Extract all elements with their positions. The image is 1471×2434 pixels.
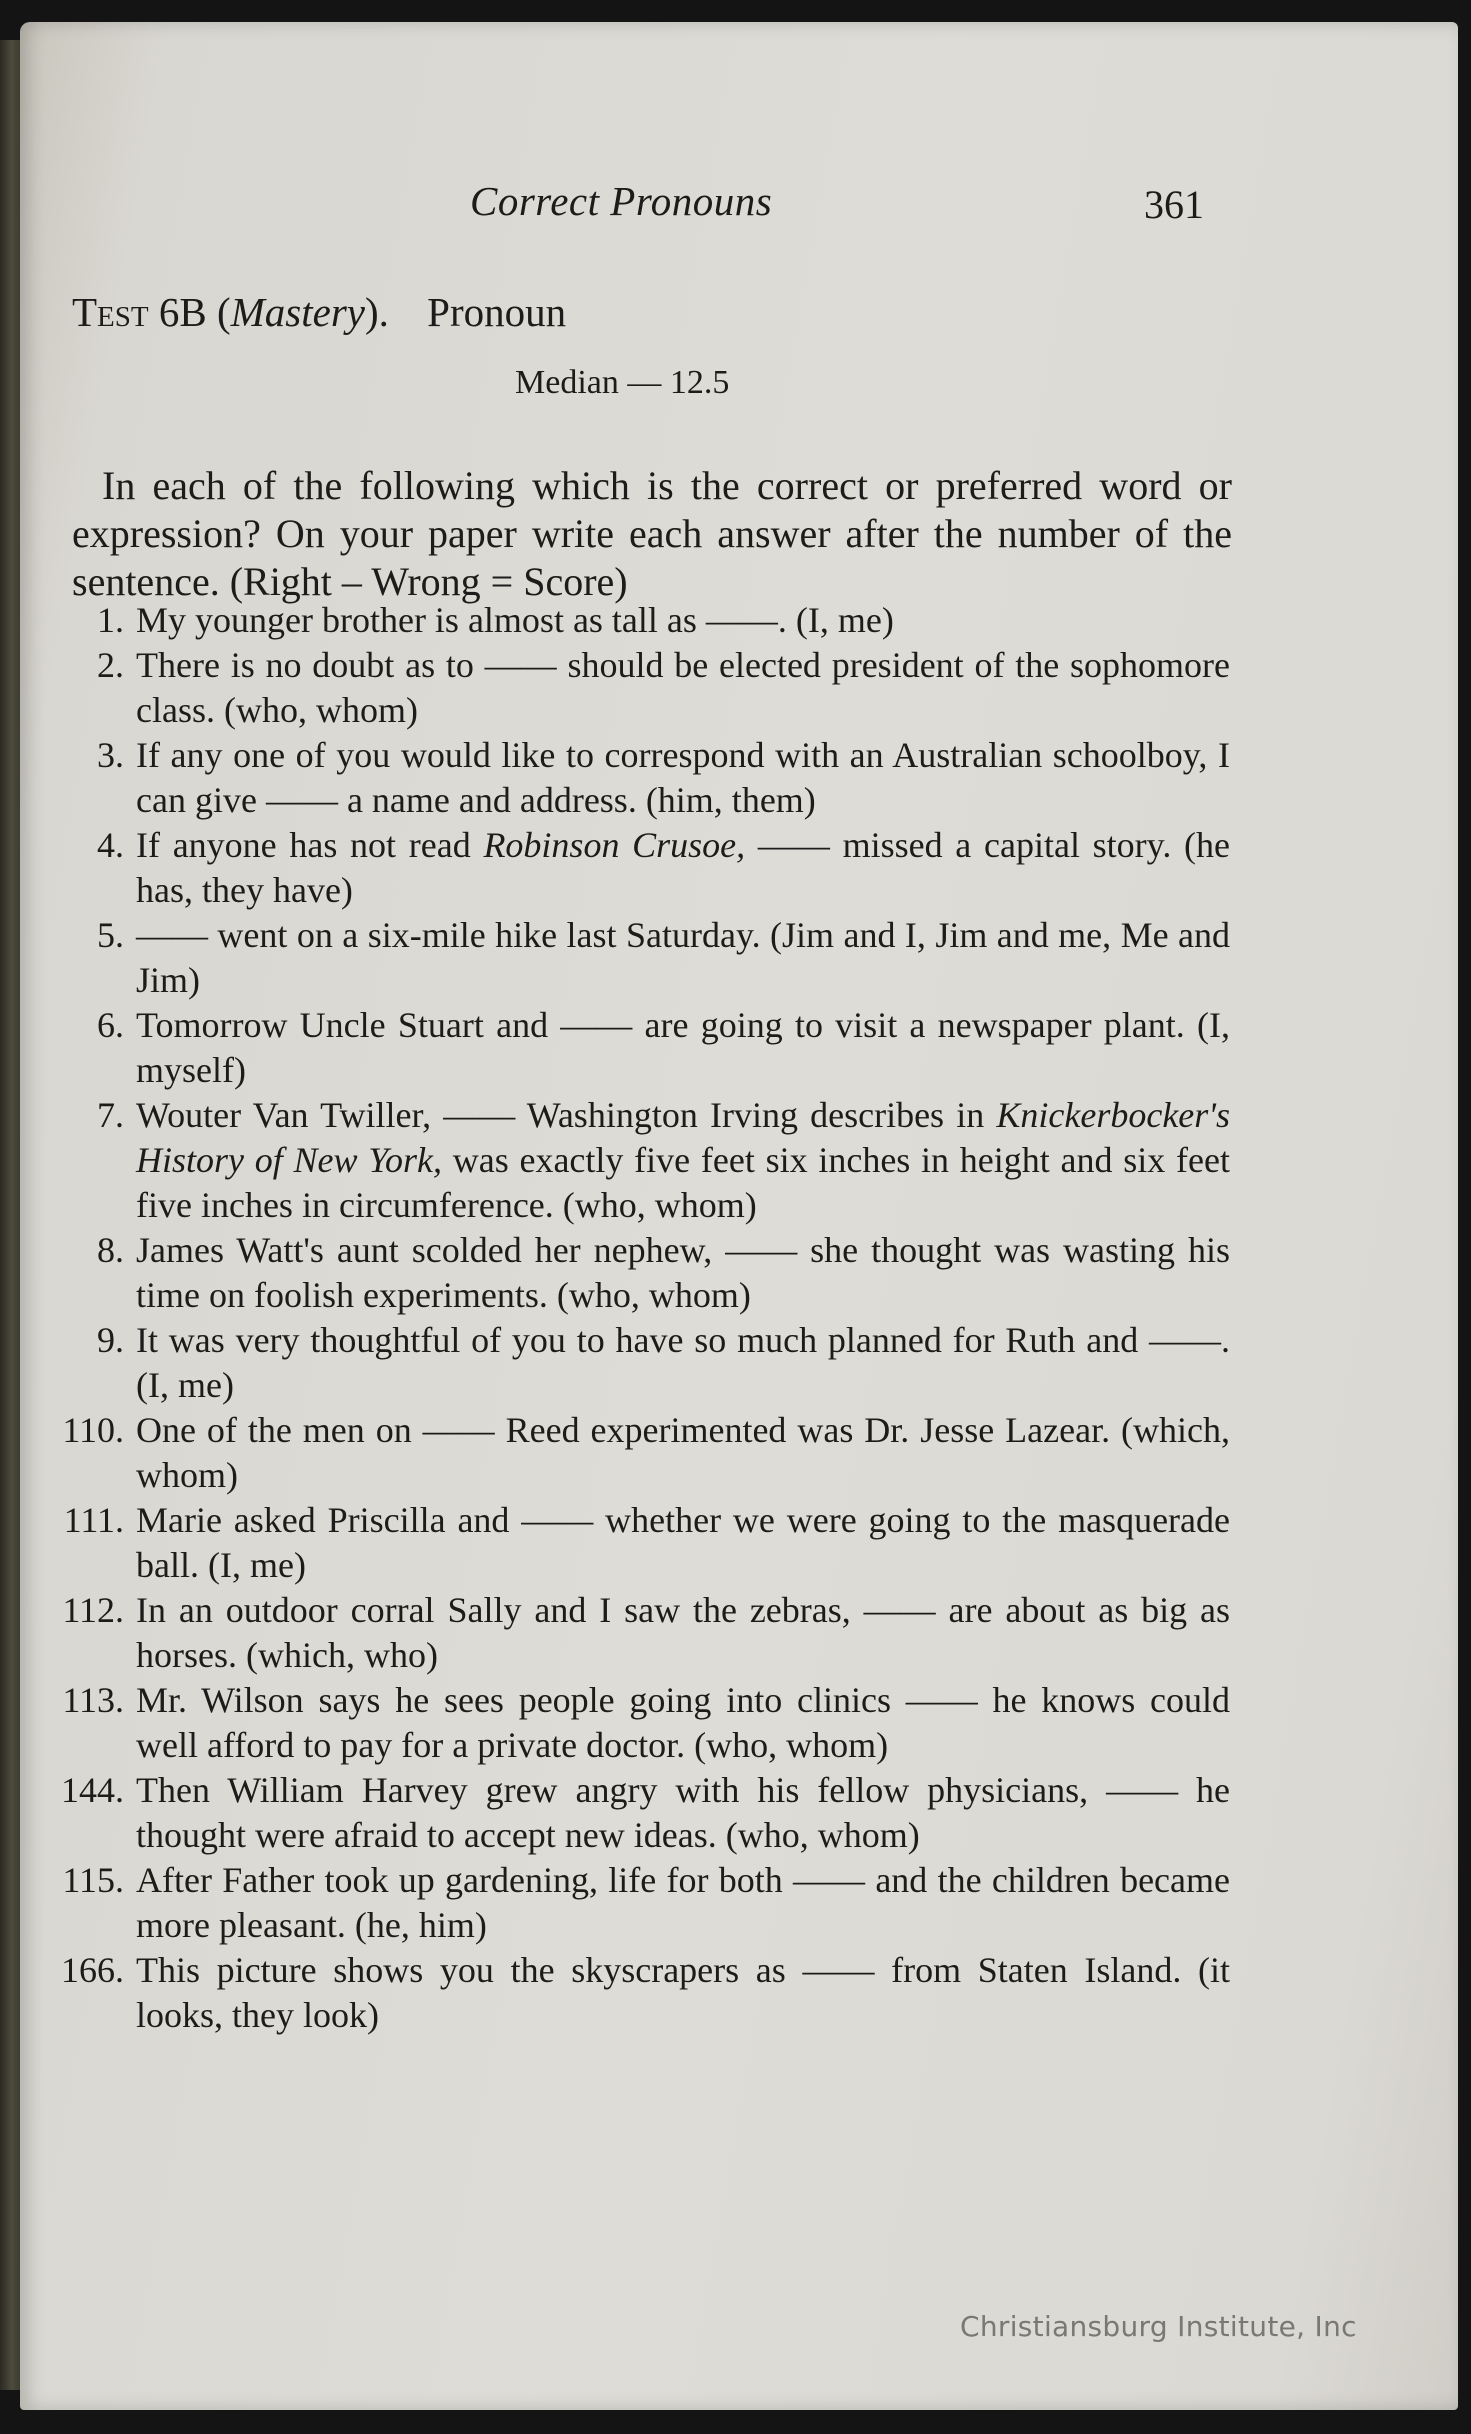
question-item: [50, 598, 1230, 643]
test-qualifier: Mastery: [230, 289, 365, 335]
question-text: Marie asked Priscilla and —— whether we were going to the masquerade ball. (I, me): [136, 1500, 1230, 1585]
question-text: If any one of you would like to correspond with an Australian schoolboy, I can give —— a name and address. (him, them): [136, 735, 1230, 820]
question-number: 6.: [97, 1005, 124, 1045]
question-number: 8.: [97, 1230, 124, 1270]
question-text-before: Wouter Van Twiller, —— Washington Irving describes in: [136, 1095, 997, 1135]
question-text: There is no doubt as to —— should be elected president of the sophomore class. (who, whom): [136, 645, 1230, 730]
question-text: It was very thoughtful of you to have so much planned for Ruth and ——. (I, me): [136, 1320, 1230, 1405]
question-item: [50, 1093, 1230, 1228]
question-number: 1.: [97, 600, 124, 640]
question-item: [50, 733, 1230, 823]
question-text: Mr. Wilson says he sees people going into clinics —— he knows could well afford to pay for a private doctor. (who, whom): [136, 1680, 1230, 1765]
question-number: 144.: [61, 1770, 124, 1810]
question-item: [50, 1588, 1230, 1678]
question-item: [50, 913, 1230, 1003]
question-item: [50, 1948, 1230, 2038]
question-item: [50, 823, 1230, 913]
question-number: 166.: [61, 1950, 124, 1990]
book-title: Robinson Crusoe,: [483, 825, 746, 865]
question-number: 7.: [97, 1095, 124, 1135]
question-text: My younger brother is almost as tall as ——. (I, me): [136, 600, 894, 640]
question-text: One of the men on —— Reed experimented was Dr. Jesse Lazear. (which, whom): [136, 1410, 1230, 1495]
question-text-after: —— missed a capital story. (he has, they have): [136, 825, 1230, 910]
question-number: 110.: [62, 1410, 124, 1450]
test-topic: Pronoun: [427, 289, 567, 335]
median-score: Median — 12.5: [515, 364, 730, 401]
question-item: [50, 1768, 1230, 1858]
watermark: Christiansburg Institute, Inc: [960, 2310, 1357, 2343]
question-text: Then William Harvey grew angry with his fellow physicians, —— he thought were afraid to accept new ideas. (who, whom): [136, 1770, 1230, 1855]
test-id: 6B: [158, 289, 207, 335]
question-item: [50, 1318, 1230, 1408]
page-number: 361: [1144, 182, 1204, 227]
question-number: 112.: [62, 1590, 124, 1630]
question-text-before: If anyone has not read: [136, 825, 484, 865]
test-heading: Test 6B (Mastery). Pronoun: [72, 289, 567, 335]
question-number: 4.: [97, 825, 124, 865]
question-text: After Father took up gardening, life for both —— and the children became more pleasant. (he, him): [136, 1860, 1230, 1945]
question-number: 115.: [62, 1860, 124, 1900]
question-number: 5.: [97, 915, 124, 955]
question-item: [50, 643, 1230, 733]
test-label: Test: [72, 289, 149, 335]
question-item: [50, 1678, 1230, 1768]
question-number: 3.: [97, 735, 124, 775]
question-text: James Watt's aunt scolded her nephew, —— she thought was wasting his time on foolish experiments. (who, whom): [136, 1230, 1230, 1315]
book-title: Knickerbocker's History of New York,: [136, 1095, 1230, 1180]
book-page: [20, 22, 1458, 2410]
question-item: [50, 1498, 1230, 1588]
question-list: [50, 598, 1230, 2038]
page-header: [20, 177, 1458, 237]
question-number: 9.: [97, 1320, 124, 1360]
question-item: [50, 1858, 1230, 1948]
question-text: This picture shows you the skyscrapers as —— from Staten Island. (it looks, they look): [136, 1950, 1230, 2035]
question-number: 113.: [62, 1680, 124, 1720]
question-item: [50, 1003, 1230, 1093]
question-text-after: was exactly five feet six inches in height and six feet five inches in circumference. (who, whom): [136, 1140, 1230, 1225]
question-text: —— went on a six-mile hike last Saturday. (Jim and I, Jim and me, Me and Jim): [136, 915, 1230, 1000]
instructions: In each of the following which is the correct or preferred word or expression? On your paper write each answer after the number of the sentence. (Right – Wrong = Score): [72, 463, 1232, 604]
question-number: 2.: [97, 645, 124, 685]
question-number: 111.: [63, 1500, 124, 1540]
question-text: Tomorrow Uncle Stuart and —— are going to visit a newspaper plant. (I, myself): [136, 1005, 1230, 1090]
question-item: [50, 1228, 1230, 1318]
running-title: Correct Pronouns: [470, 178, 773, 224]
question-item: [50, 1408, 1230, 1498]
question-text: In an outdoor corral Sally and I saw the zebras, —— are about as big as horses. (which, who): [136, 1590, 1230, 1675]
